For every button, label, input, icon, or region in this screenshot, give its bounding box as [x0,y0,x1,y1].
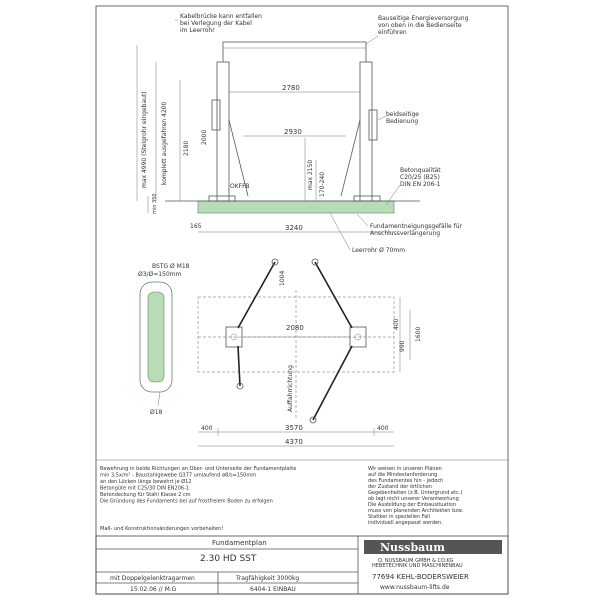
title-heading: Fundamentplan [212,539,267,547]
title-company: O. NUSSBAUM GMBH & CO.KG HEBETECHNIK UND MASCHINENBAU [372,558,463,569]
dim-depth-400: 400 [393,318,400,330]
dim-span-3570: 3570 [285,424,303,432]
dim-bottom-width: 3240 [285,224,303,232]
title-variant: mit Doppelgelenktragarmen [110,575,195,582]
disclaimer: Maß- und Konstruktionsänderungen vorbehalten! [100,526,224,532]
dim-total-4370: 4370 [285,438,303,446]
note-operating-side: beidseitige Bedienung [386,111,419,125]
arm-plan-left-upper [238,262,275,328]
arm-plan-right-upper [315,262,352,328]
note-power-supply: Bauseitige Energieversorgung von oben in die Bedienseite einführen [378,15,469,36]
title-date: 15.02.06 // M.G [130,586,177,593]
dim-drive-dir: Auffahrrichtung [287,365,294,412]
note-conduit: Leerrohr Ø 70mm [352,247,406,254]
base-right [354,196,380,201]
dim-left-400: 400 [201,425,213,432]
title-drawing-no: 6404-1 EINBAU [250,586,296,593]
title-product: 2.30 HD SST [200,554,257,564]
brand-logo: Nussbaum [380,541,445,554]
cable-bridge [223,42,366,62]
plan-view [138,259,422,446]
dim-left-offset: 165 [190,223,202,230]
dim-mid-height: 2000 [201,129,208,145]
dim-lifting-height: 2180 [183,140,190,156]
dim-ceiling: max 4990 (Steigrohr eingebaut) [141,91,148,188]
note-cable-conduit: Kabelbrücke kann entfallen bei Verlegung der Kabel im Leerrohr [180,13,262,34]
notes-right: Wir weisen in unseren Plänen auf die Mindestanforderung des Fundamentes hin - jedoch der Zustand der örtlichen Gegebenheiten (z.B. Untergrund etc.) ob lagt nicht unserer Verantwortung Die Ausbildung der Einbausituation muss von planenden Architekten bzw. Statiker in speziellen Fall individuell angepasst werden. [368,466,464,526]
dim-right-400: 400 [377,425,389,432]
base-left [209,196,235,201]
carriage-left [212,100,220,130]
dim-max2150: max 2150 [307,159,314,190]
dim-depth-1600: 1600 [415,326,422,342]
dim-arm-width: 2930 [284,128,302,136]
notes-left: Bewehrung in beide Richtungen an Ober- und Unterseite der Fundamentplatte min 3,5x/m² - Baustahlgewebe Q377 umlaufend ø8/s=150mm an den Lücken längs bewehrt je Ø12 Betongüte mit C25/30 DIN EN206-1 Betondeckung für Stahl Klasse 2 cm Die Gründung des Fundaments bei auf frostfreiem Boden zu erfolgen [100,466,297,505]
column-right [360,62,372,201]
dim-inner-2080: 2080 [286,324,304,332]
arm-right [341,120,360,196]
label-anchor: BSTG Ø M18 [152,263,190,270]
dim-top-cable-height: komplett ausgefahren 4200 [161,101,168,185]
note-okffb: OKFFB [230,183,250,190]
anchor-detail-inner [148,292,164,382]
column-left [217,62,229,201]
label-anchor-ring: Ø3/Ø=150mm [138,271,182,278]
title-capacity: Tragfähigkeit 3000kg [236,575,300,582]
note-foundation-slope: Fundamentneigungsgefälle für Anschlussverlängerung [370,223,463,237]
title-web: www.nussbaum-lifts.de [380,584,450,591]
arm-plan-right-lower [313,346,352,420]
elevation-view [137,13,470,254]
carriage-right [369,110,377,140]
title-address: 77694 KEHL-BODERSWEIER [372,573,469,581]
title-block [96,536,508,594]
note-concrete-quality: Betonqualität C20/25 (B25) DIN EN 206-1 [400,167,441,188]
dim-base-height: min 350 [152,193,158,214]
dim-inner-width: 2780 [282,84,300,92]
cable-bridge-box [223,42,366,48]
label-d18: Ø18 [150,409,163,416]
foundation-slab [198,201,394,213]
dim-depth-990: 990 [399,340,406,352]
dim-h1004: 1004 [279,270,286,286]
dim-h170: 170-240 [319,171,326,197]
arm-plan-left-lower [238,346,240,386]
